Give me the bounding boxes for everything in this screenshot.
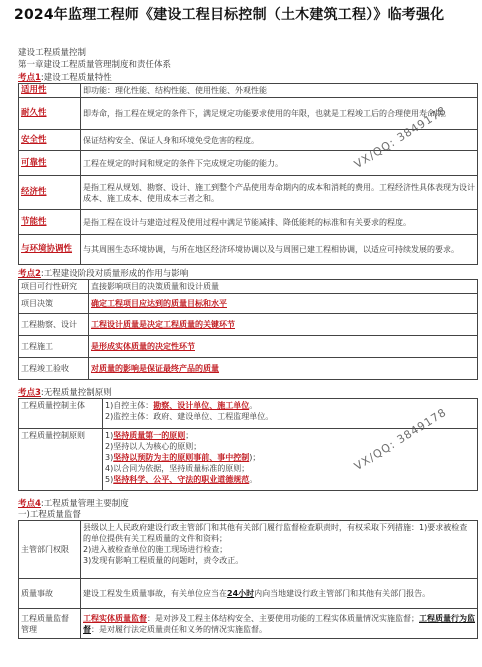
section-heading: 建设工程质量控制 [18, 48, 87, 58]
key-point-2: 考点2:工程建设阶段对质量形成的作用与影响 [18, 269, 189, 279]
quality-supervision-table [18, 520, 478, 639]
control-principles-table [18, 398, 478, 491]
table-row: 节能性 是指工程在设计与建造过程及使用过程中满足节能减排、降低能耗的标准和有关要求的程度。 [19, 210, 478, 235]
chapter-heading: 第一章建设工程质量管理制度和责任体系 [18, 60, 172, 70]
table-row: 工程竣工验收 对质量的影响是保证最终产品的质量 [19, 358, 478, 380]
table-row: 工程质量控制原则 1)坚持质量第一的原则； 2)坚持以人为核心的原则； 3)坚持以预防为主的原则事前、事中控制)； 4)以合同为依据，坚持质量标准的原则； 5)坚持科学、公平、守法的职业道德规范。 [19, 429, 478, 491]
page-title: 2024年监理工程师《建设工程目标控制（土木建筑工程）》临考强化 [14, 7, 445, 23]
table-row: 工程质量监督 管理 工程实体质量监督：是对涉及工程主体结构安全、主要使用功能的工程实体质量情况实施监督；工程质量行为监督：是对履行法定质量责任和义务的情况实施监督。 [19, 609, 478, 639]
table-row: 耐久性 即寿命，指工程在规定的条件下，满足规定功能要求使用的年限，也就是工程竣工后的合理使用寿命期。 [19, 98, 478, 130]
table-row: 可靠性 工程在规定的时间和规定的条件下完成规定功能的能力。 [19, 151, 478, 176]
table-row: 工程质量控制主体 1)自控主体：勘察、设计单位、施工单位。 2)监控主体：政府、建设单位、工程监理单位。 [19, 399, 478, 429]
watermark: VX/QQ: 3849178 [352, 103, 450, 172]
key-point-3: 考点3:无程质量控制原则 [18, 388, 112, 398]
key-point-4: 考点4:工程质量管理主要制度 [18, 499, 129, 509]
table-row: 项目决策 确定工程项目应达到的质量目标和水平 [19, 294, 478, 314]
table-row: 经济性 是指工程从规划、勘察、设计、施工到整个产品使用寿命期内的成本和消耗的费用。工程经济性具体表现为设计成本、施工成本、使用成本三者之和。 [19, 176, 478, 210]
table-row: 主管部门权限 县级以上人民政府建设行政主管部门和其他有关部门履行监督检查职责时，有权采取下列措施：1)要求被检查的单位提供有关工程质量的文件和资料； 2)进入被检查单位的施工现场进行检查； 3)发现有影响工程质量的问题时，责令改正。 [19, 521, 478, 579]
table-row: 适用性 即功能：理化性能、结构性能、使用性能、外观性能 [19, 84, 478, 98]
watermark: VX/QQ: 3849178 [352, 405, 450, 474]
table-row: 安全性 保证结构安全、保证人身和环境免受危害的程度。 [19, 130, 478, 151]
construction-stage-table [18, 279, 478, 380]
key-point-1: 考点1:建设工程质量特性 [18, 73, 112, 83]
table-row: 质量事故 建设工程发生质量事故，有关单位应当在24小时内向当地建设行政主管部门和其他有关部门报告。 [19, 579, 478, 609]
table-row: 项目可行性研究 直接影响项目的决策质量和设计质量 [19, 280, 478, 294]
table-row: 工程勘察、设计 工程设计质量是决定工程质量的关键环节 [19, 314, 478, 336]
table-row: 与环境协调性 与其周围生态环境协调，与所在地区经济环境协调以及与周围已建工程相协调，以适应可持续发展的要求。 [19, 235, 478, 265]
table-row: 工程施工 是形成实体质量的决定性环节 [19, 336, 478, 358]
subsection-heading: 一)工程质量监督 [18, 510, 81, 520]
quality-characteristics-table [18, 83, 478, 265]
